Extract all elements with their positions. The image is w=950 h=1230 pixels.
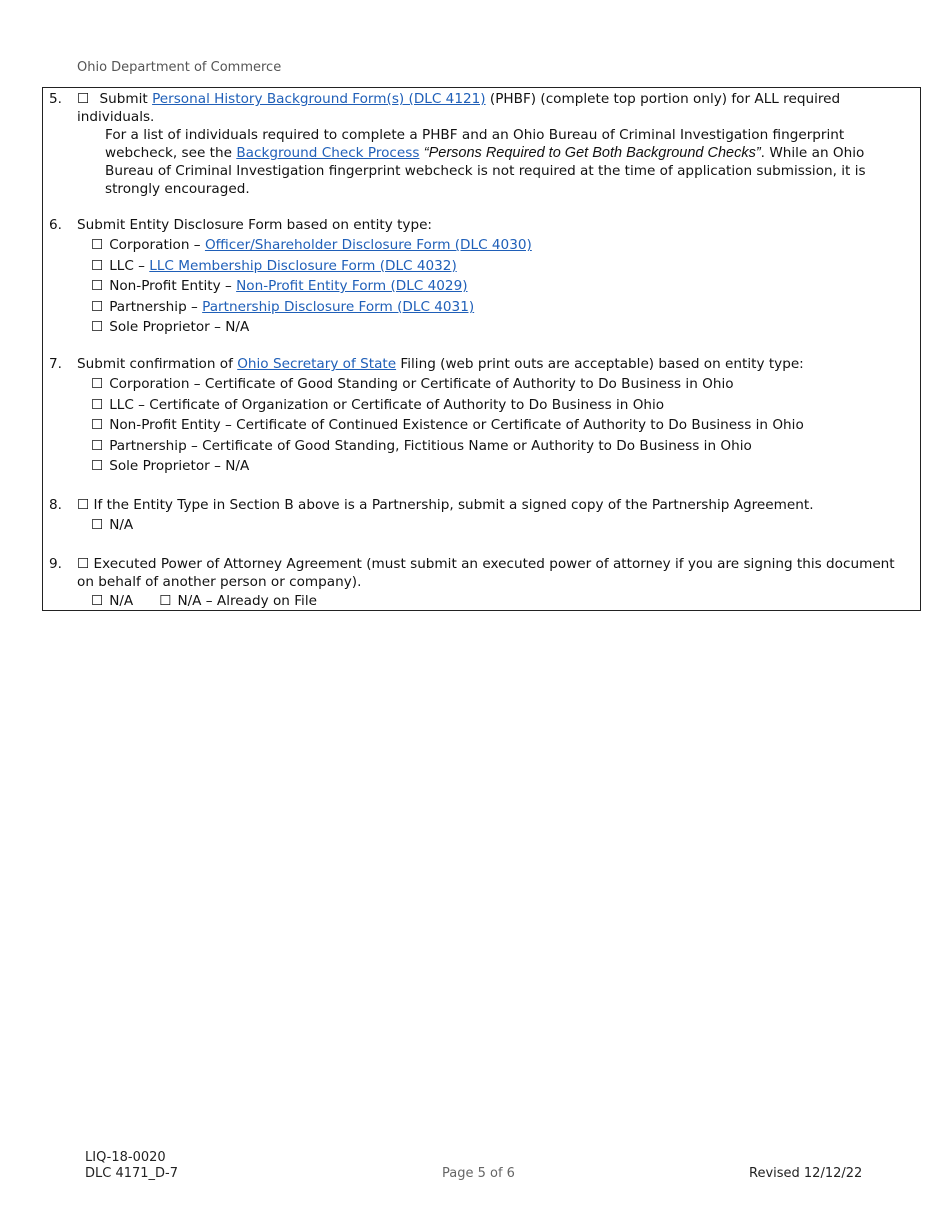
item-5 xyxy=(49,90,910,198)
option-partnership: ☐ Partnership – Certificate of Good Standing, Fictitious Name or Authority to Do Business in Ohio xyxy=(91,436,910,457)
checkbox[interactable]: ☐ xyxy=(91,376,104,392)
item-text: (PHBF) (complete top portion only) for ALL required individuals. xyxy=(77,91,841,125)
checkbox[interactable]: ☐ xyxy=(91,517,104,533)
checkbox-phbf[interactable]: ☐ xyxy=(77,91,90,107)
checkbox[interactable]: ☐ xyxy=(91,298,104,315)
checkbox[interactable]: ☐ xyxy=(91,437,104,454)
option-llc: ☐ LLC – Certificate of Organization or Certificate of Authority to Do Business in Ohio xyxy=(91,395,910,416)
form-code: DLC 4171_D-7 xyxy=(85,1166,179,1181)
checkbox[interactable]: ☐ xyxy=(91,278,104,295)
form-identifiers xyxy=(85,1150,178,1182)
checkbox[interactable]: ☐ xyxy=(91,458,104,475)
option-na: ☐ N/A xyxy=(91,515,910,536)
agency-header: Ohio Department of Commerce xyxy=(77,60,282,75)
secretary-of-state-link[interactable]: Ohio Secretary of State xyxy=(237,356,397,372)
item-number: 9. xyxy=(49,556,62,572)
option-na-row: ☐ N/A ☐ N/A – Already on File xyxy=(91,591,910,612)
quote-text: “Persons Required to Get Both Background Checks” xyxy=(423,145,761,161)
option-non-profit: ☐ Non-Profit Entity – Certificate of Continued Existence or Certificate of Authority to Do Business in Ohio xyxy=(91,415,910,436)
option-sole-proprietor: ☐ Sole Proprietor – N/A xyxy=(91,456,910,477)
item-number: 7. xyxy=(49,356,62,372)
revised-date: Revised 12/12/22 xyxy=(749,1166,863,1181)
option-partnership: ☐ Partnership – Partnership Disclosure Form (DLC 4031) xyxy=(91,297,910,318)
item-number: 6. xyxy=(49,217,62,233)
checkbox[interactable]: ☐ xyxy=(159,593,172,609)
checkbox[interactable]: ☐ xyxy=(91,257,104,274)
background-note: For a list of individuals required to complete a PHBF and an Ohio Bureau of Criminal Investigation fingerprint webcheck, see the Background Check Process “Persons Required to Get Both Background Checks”. While an Ohio Bureau of Criminal Investigation fingerprint webcheck is not required at the time of application submission, it is strongly encouraged. xyxy=(105,127,866,197)
item-text: Submit xyxy=(95,91,153,107)
option-non-profit: ☐ Non-Profit Entity – Non-Profit Entity Form (DLC 4029) xyxy=(91,276,910,297)
option-corporation: ☐ Corporation – Officer/Shareholder Disclosure Form (DLC 4030) xyxy=(91,235,910,256)
item-9: 9. ☐ Executed Power of Attorney Agreement (must submit an executed power of attorney if you are signing this document on behalf of another person or company). ☐ N/A ☐ N/A – Already on File xyxy=(49,555,910,612)
checkbox[interactable]: ☐ xyxy=(91,237,104,253)
item-number: 8. xyxy=(49,497,62,513)
form-id: LIQ-18-0020 xyxy=(85,1150,166,1165)
requirements-box xyxy=(42,87,921,611)
option-corporation: ☐ Corporation – Certificate of Good Standing or Certificate of Authority to Do Business in Ohio xyxy=(91,374,910,395)
checkbox[interactable]: ☐ xyxy=(91,319,104,336)
item-7: 7. Submit confirmation of Ohio Secretary of State Filing (web print outs are acceptable) based on entity type: ☐ Corporation – Certificate of Good Standing or Certificate of Authority to Do Business in Ohio ☐ LLC – Certificate of Organization or Certificate of Authority to Do Business in Ohio ☐ Non-Profit Entity – Certificate of Continued Existence or Certificate of Authority to Do Business in Ohio ☐ Partnership – Certificate of Good Standing, Fictitious Name or Authority to Do Business in Ohio ☐ Sole Proprietor – N/A xyxy=(49,355,910,477)
phbf-link[interactable]: Personal History Background Form(s) (DLC 4121) xyxy=(152,91,486,107)
non-profit-form-link[interactable]: Non-Profit Entity Form (DLC 4029) xyxy=(236,278,468,295)
checkbox-power-of-attorney[interactable]: ☐ xyxy=(77,556,90,572)
option-llc: ☐ LLC – LLC Membership Disclosure Form (DLC 4032) xyxy=(91,256,910,277)
item-number: 5. xyxy=(49,91,62,107)
checkbox[interactable]: ☐ xyxy=(91,593,104,609)
checkbox[interactable]: ☐ xyxy=(91,417,104,434)
item-6 xyxy=(49,216,910,338)
option-sole-proprietor: ☐ Sole Proprietor – N/A xyxy=(91,317,910,338)
officer-shareholder-form-link[interactable]: Officer/Shareholder Disclosure Form (DLC 4030) xyxy=(204,237,532,253)
checkbox[interactable]: ☐ xyxy=(91,396,104,413)
llc-membership-form-link[interactable]: LLC Membership Disclosure Form (DLC 4032) xyxy=(149,257,457,274)
partnership-form-link[interactable]: Partnership Disclosure Form (DLC 4031) xyxy=(202,298,475,315)
background-check-link[interactable]: Background Check Process xyxy=(236,145,420,161)
page-number: Page 5 of 6 xyxy=(442,1166,515,1181)
item-text: Submit Entity Disclosure Form based on entity type: xyxy=(77,217,433,233)
checkbox-partnership-agreement[interactable]: ☐ xyxy=(77,497,90,513)
item-8: 8. ☐ If the Entity Type in Section B above is a Partnership, submit a signed copy of the Partnership Agreement. ☐ N/A xyxy=(49,496,910,536)
